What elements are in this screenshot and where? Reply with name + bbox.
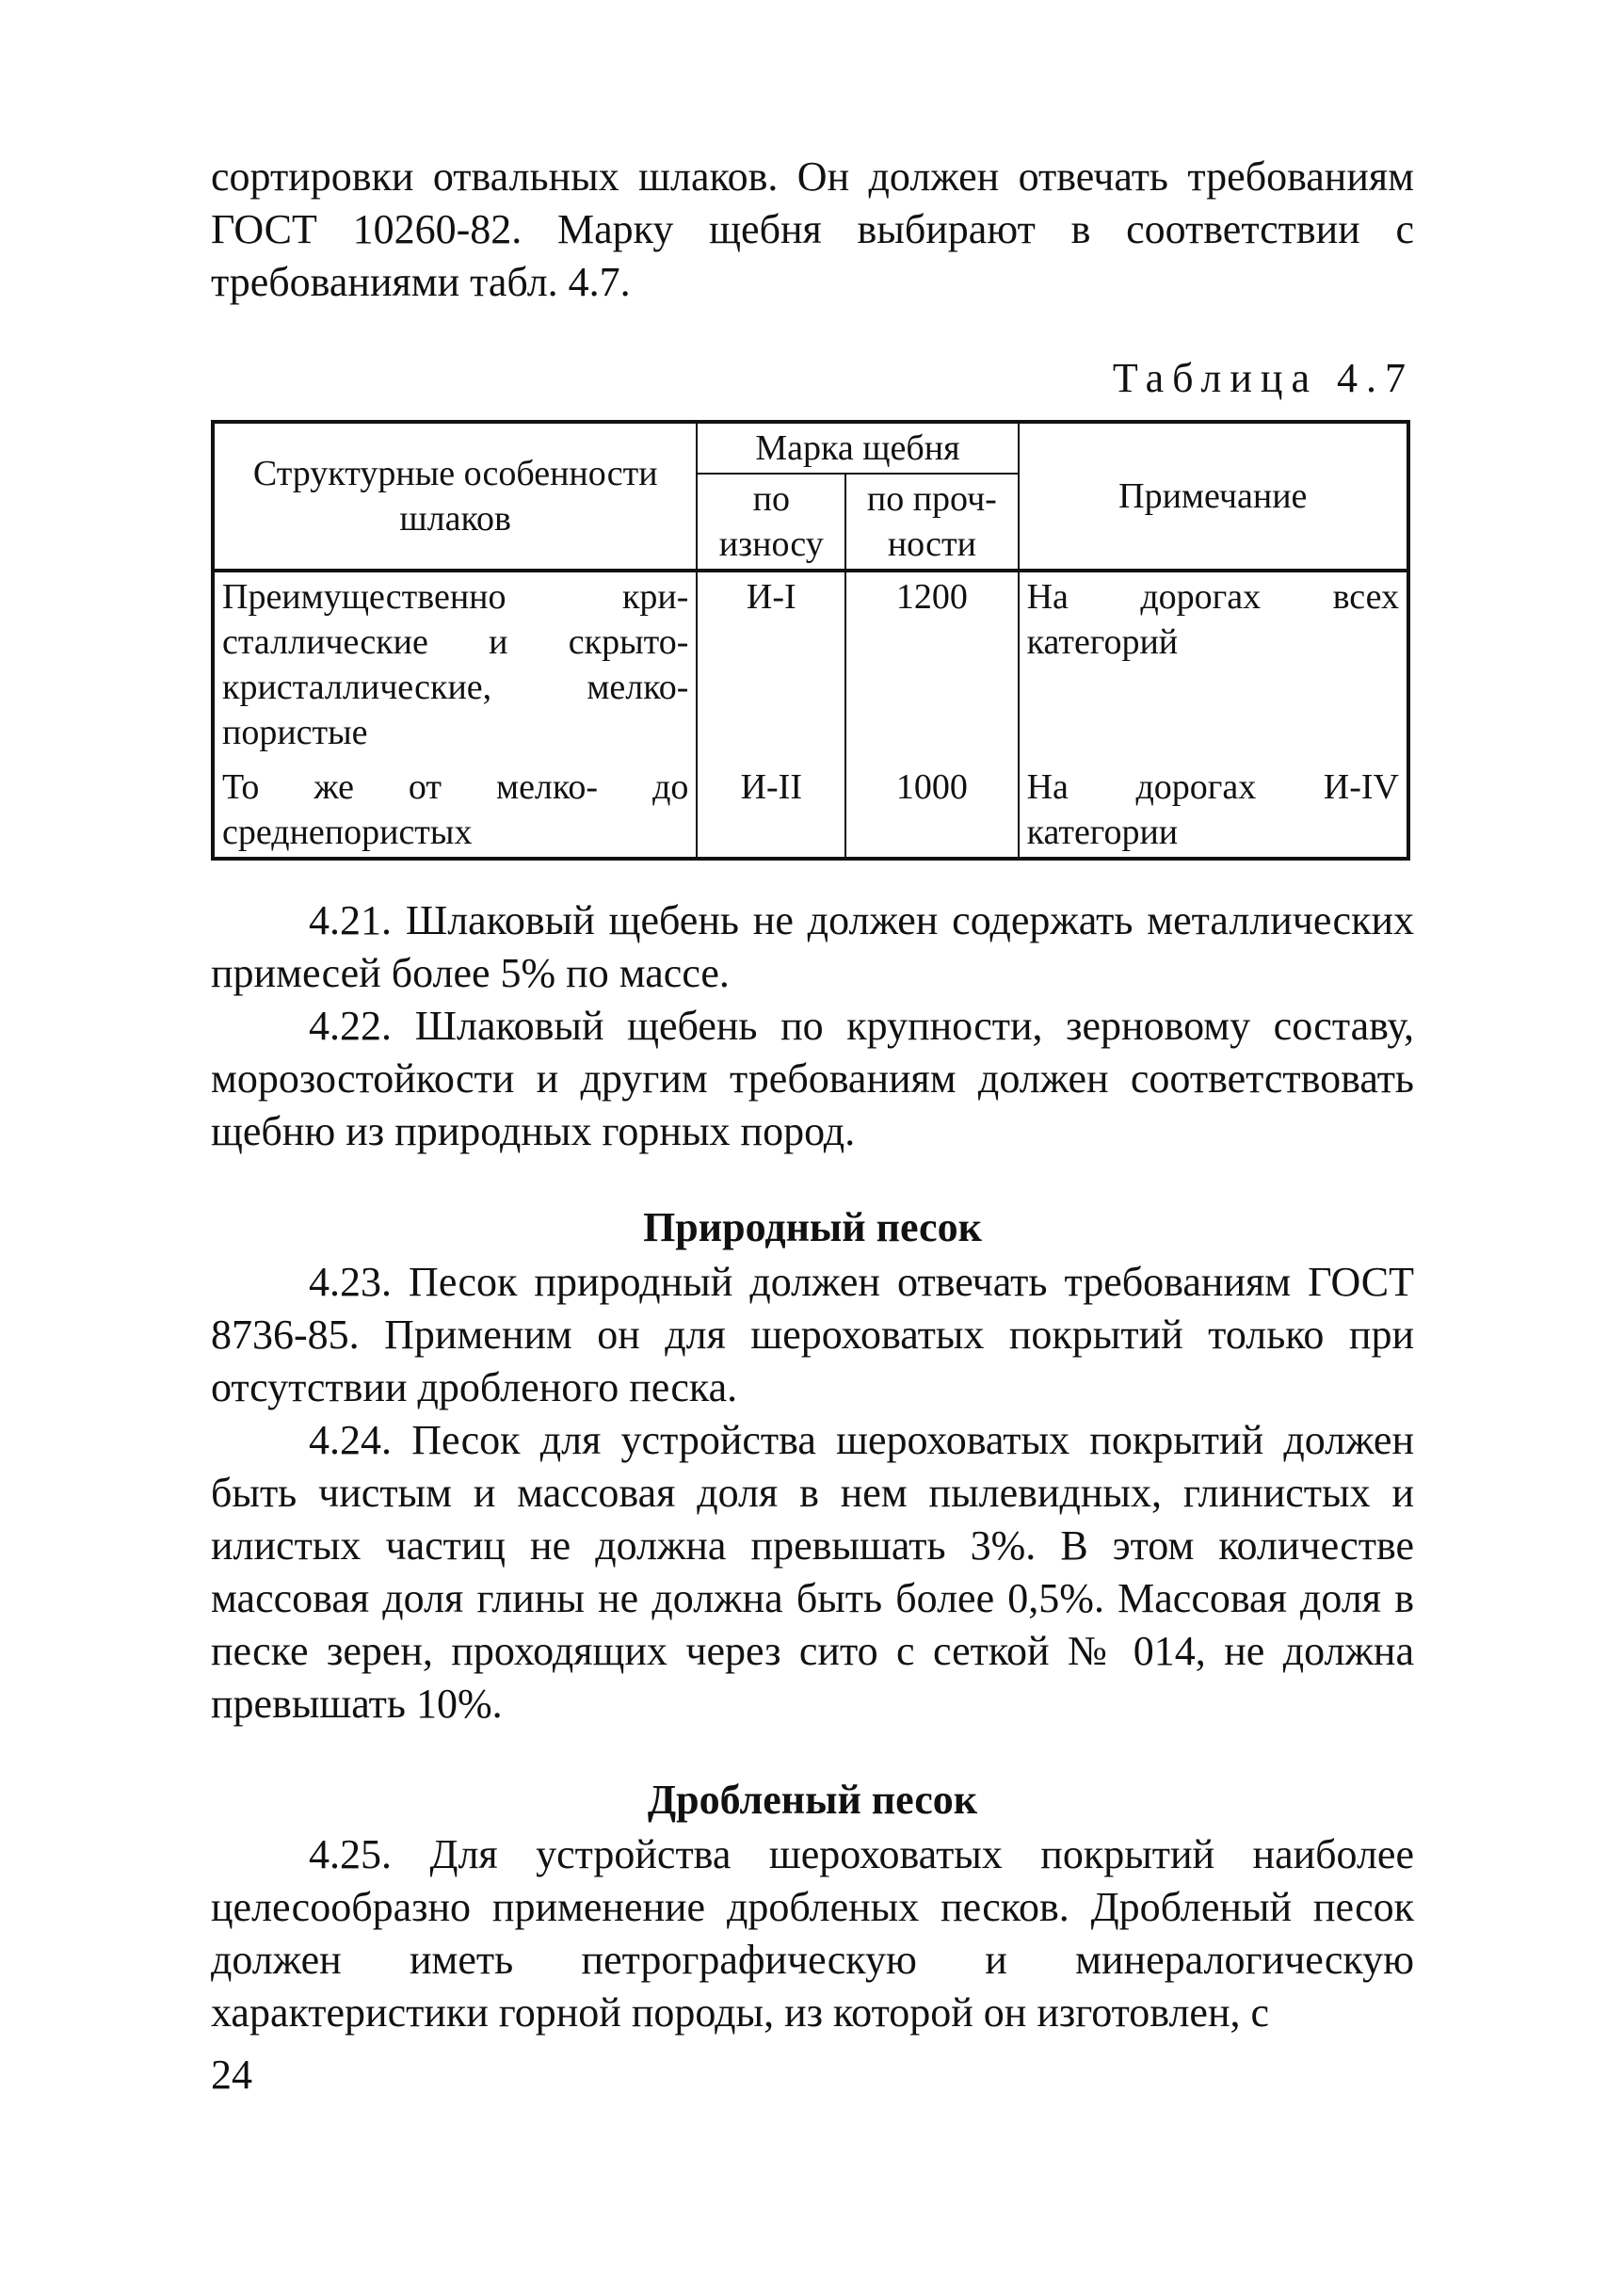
page-number: 24 [211,2052,252,2098]
cell-note: На дорогах всех категорий [1019,571,1408,763]
header-note: Примечание [1019,422,1408,571]
slag-grade-table [211,420,1410,861]
paragraph-4-23: 4.23. Песок природный должен отвечать требованиям ГОСТ 8736-85. Применим он для шероховатых покрытий только при отсутствии дробленого песка. [211,1259,1414,1410]
heading-natural-sand: Природный песок [643,1204,982,1250]
spacer [211,861,1414,894]
table-row [213,763,1408,859]
cell-wear: И-II [697,763,845,859]
cell-strength: 1200 [845,571,1018,763]
cell-strength: 1000 [845,763,1018,859]
cell-structure: Преимущественно кри-сталлические и скрыто-кристаллические, мелко-пористые [213,571,697,763]
cell-note: На дорогах И-IV категории [1019,763,1408,859]
table-caption: Таблица 4.7 [1112,355,1414,401]
header-structure: Структурные особенности шлаков [213,422,697,571]
header-strength: по проч-ности [845,474,1018,571]
cell-structure: То же от мелко- до среднепористых [213,763,697,859]
paragraph-4-21: 4.21. Шлаковый щебень не должен содержать металлических примесей более 5% по массе. [211,897,1414,996]
paragraph-4-25: 4.25. Для устройства шероховатых покрытий наиболее целесообразно применение дробленых песков. Дробленый песок должен иметь петрографическую и минералогическую характеристики горной породы, из которой он изготовлен, с [211,1831,1414,2036]
paragraph-4-24: 4.24. Песок для устройства шероховатых покрытий должен быть чистым и массовая доля в нем пылевидных, глинистых и илистых частиц не должна превышать 3%. В этом количестве массовая доля глины не должна быть более 0,5%. Массовая доля в песке зерен, проходящих через сито с сеткой № 014, не должна превышать 10%. [211,1417,1414,1727]
cell-wear: И-I [697,571,845,763]
header-wear: по износу [697,474,845,571]
heading-crushed-sand: Дробленый песок [647,1777,978,1823]
page-content [211,151,1414,2039]
intro-paragraph: сортировки отвальных шлаков. Он должен отвечать требованиям ГОСТ 10260-82. Марку щебня выбирают в соответствии с требованиями табл. 4.7. [211,153,1414,305]
table-row [213,571,1408,763]
paragraph-4-22: 4.22. Шлаковый щебень по крупности, зерновому составу, морозостойкости и другим требованиям должен соответствовать щебню из природных горных пород. [211,1003,1414,1154]
header-grade-group: Марка щебня [697,422,1018,474]
